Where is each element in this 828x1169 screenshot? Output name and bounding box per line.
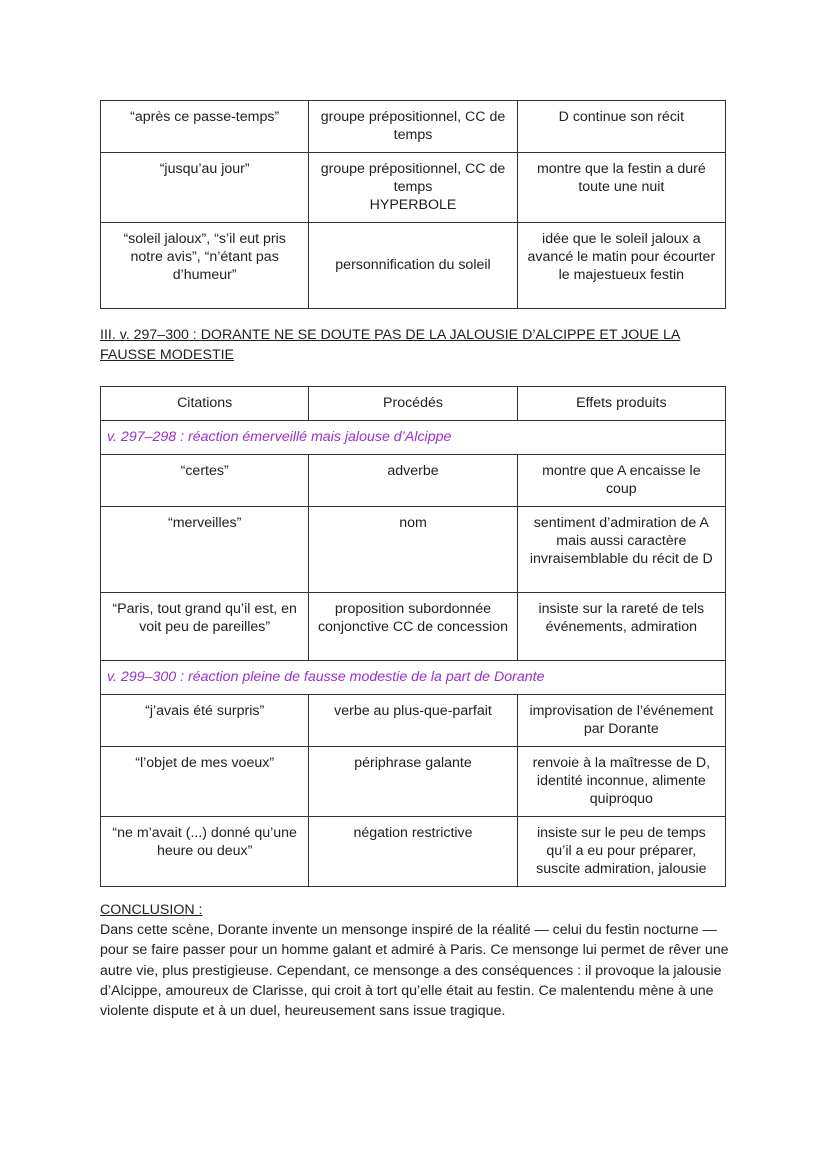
citation-cell: “soleil jaloux”, “s’il eut pris notre avis”, “n’étant pas d’humeur” <box>101 223 309 309</box>
column-header: Citations <box>101 387 309 421</box>
citation-cell: “certes” <box>101 455 309 507</box>
effet-cell: sentiment d’admiration de A mais aussi caractère invraisemblable du récit de D <box>517 507 725 593</box>
citation-cell: “l’objet de mes voeux” <box>101 747 309 817</box>
group-row <box>101 661 726 695</box>
analysis-table-part2 <box>100 100 726 309</box>
group-title: v. 297–298 : réaction émerveillé mais jalouse d’Alcippe <box>101 421 726 455</box>
citation-cell: “merveilles” <box>101 507 309 593</box>
table-row <box>101 153 726 223</box>
table-row <box>101 593 726 661</box>
effet-cell: insiste sur le peu de temps qu’il a eu pour préparer, suscite admiration, jalousie <box>517 817 725 887</box>
conclusion-title: CONCLUSION : <box>100 902 203 918</box>
table-row <box>101 507 726 593</box>
table-row <box>101 101 726 153</box>
table-row <box>101 747 726 817</box>
procede-cell: groupe prépositionnel, CC de temps <box>309 101 517 153</box>
citation-cell: “jusqu’au jour” <box>101 153 309 223</box>
section-heading: III. v. 297–300 : DORANTE NE SE DOUTE PAS DE LA JALOUSIE D’ALCIPPE ET JOUE LA FAUSSE MODESTIE <box>100 327 681 363</box>
group-title: v. 299–300 : réaction pleine de fausse modestie de la part de Dorante <box>101 661 726 695</box>
table-row <box>101 817 726 887</box>
effet-cell: montre que la festin a duré toute une nuit <box>517 153 725 223</box>
procede-cell: verbe au plus-que-parfait <box>309 695 517 747</box>
citation-cell: “j’avais été surpris” <box>101 695 309 747</box>
procede-cell: adverbe <box>309 455 517 507</box>
procede-extra: HYPERBOLE <box>369 197 457 213</box>
table-row <box>101 695 726 747</box>
table-header-row <box>101 387 726 421</box>
procede-text: groupe prépositionnel, CC de temps <box>320 161 506 195</box>
procede-cell: proposition subordonnée conjonctive CC de concession <box>309 593 517 661</box>
procede-cell: négation restrictive <box>309 817 517 887</box>
column-header: Effets produits <box>517 387 725 421</box>
group-row <box>101 421 726 455</box>
citation-cell: “ne m’avait (...) donné qu’une heure ou deux” <box>101 817 309 887</box>
conclusion-paragraph: Dans cette scène, Dorante invente un mensonge inspiré de la réalité — celui du festin nocturne — pour se faire passer pour un homme galant et admiré à Paris. Ce mensonge lui permet de rêver une autre vie, plus prestigieuse. Cependant, ce mensonge a des conséquences : il provoque la jalousie d’Alcippe, amoureux de Clarisse, qui croit à tort qu’elle était au festin. Ce malentendu mène à une violente dispute et à un duel, heureusement sans issue tragique. <box>100 922 729 1020</box>
table-row <box>101 455 726 507</box>
effet-cell: D continue son récit <box>517 101 725 153</box>
effet-cell: insiste sur la rareté de tels événements, admiration <box>517 593 725 661</box>
analysis-table-section3 <box>100 386 726 887</box>
procede-cell <box>309 153 517 223</box>
citation-cell: “après ce passe-temps” <box>101 101 309 153</box>
effet-cell: montre que A encaisse le coup <box>517 455 725 507</box>
procede-cell: périphrase galante <box>309 747 517 817</box>
procede-cell: personnification du soleil <box>309 223 517 309</box>
effet-cell: renvoie à la maîtresse de D, identité inconnue, alimente quiproquo <box>517 747 725 817</box>
effet-cell: idée que le soleil jaloux a avancé le matin pour écourter le majestueux festin <box>517 223 725 309</box>
procede-cell: nom <box>309 507 517 593</box>
effet-cell: improvisation de l’événement par Dorante <box>517 695 725 747</box>
column-header: Procédés <box>309 387 517 421</box>
table-row <box>101 223 726 309</box>
citation-cell: “Paris, tout grand qu’il est, en voit peu de pareilles” <box>101 593 309 661</box>
